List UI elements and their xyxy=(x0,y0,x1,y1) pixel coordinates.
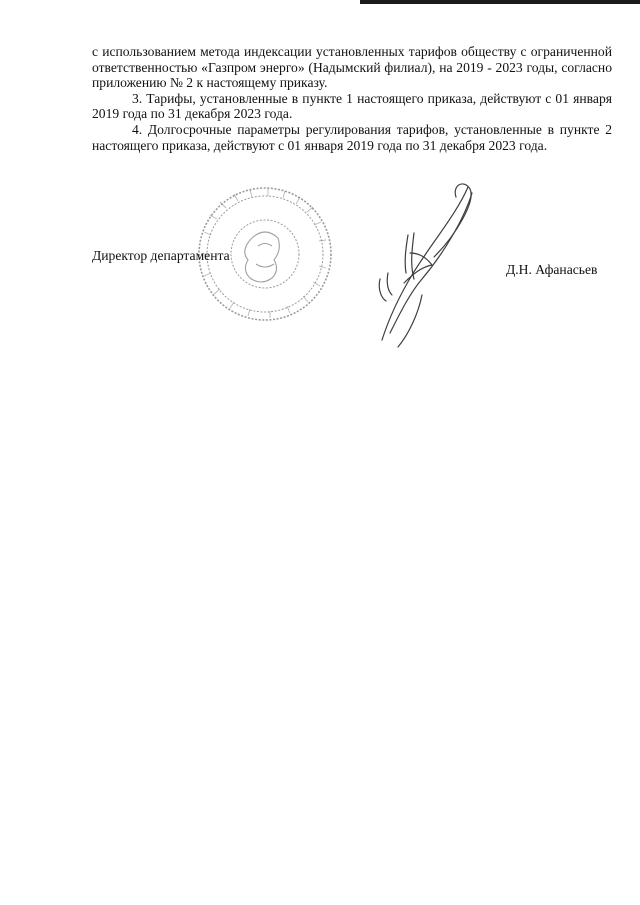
paragraph-continuation: с использованием метода индексации установленных тарифов обществу с ограниченной ответственностью «Газпром энерго» (Надымский филиал), на 2019 - 2023 годы, согласно приложению № 2 к настоящему приказу. xyxy=(92,44,612,91)
handwritten-signature xyxy=(360,175,480,350)
paragraph-item-4: 4. Долгосрочные параметры регулирования тарифов, установленные в пункте 2 настоящего приказа, действуют с 01 января 2019 года по 31 декабря 2023 года. xyxy=(92,121,612,153)
document-body xyxy=(92,44,612,153)
signatory-position: Директор департамента xyxy=(92,248,230,263)
signatory-name: Д.Н. Афанасьев xyxy=(506,262,598,277)
paragraph-item-3: 3. Тарифы, установленные в пункте 1 настоящего приказа, действуют с 01 января 2019 года по 31 декабря 2023 года. xyxy=(92,90,612,122)
scan-edge-rule xyxy=(360,0,640,4)
